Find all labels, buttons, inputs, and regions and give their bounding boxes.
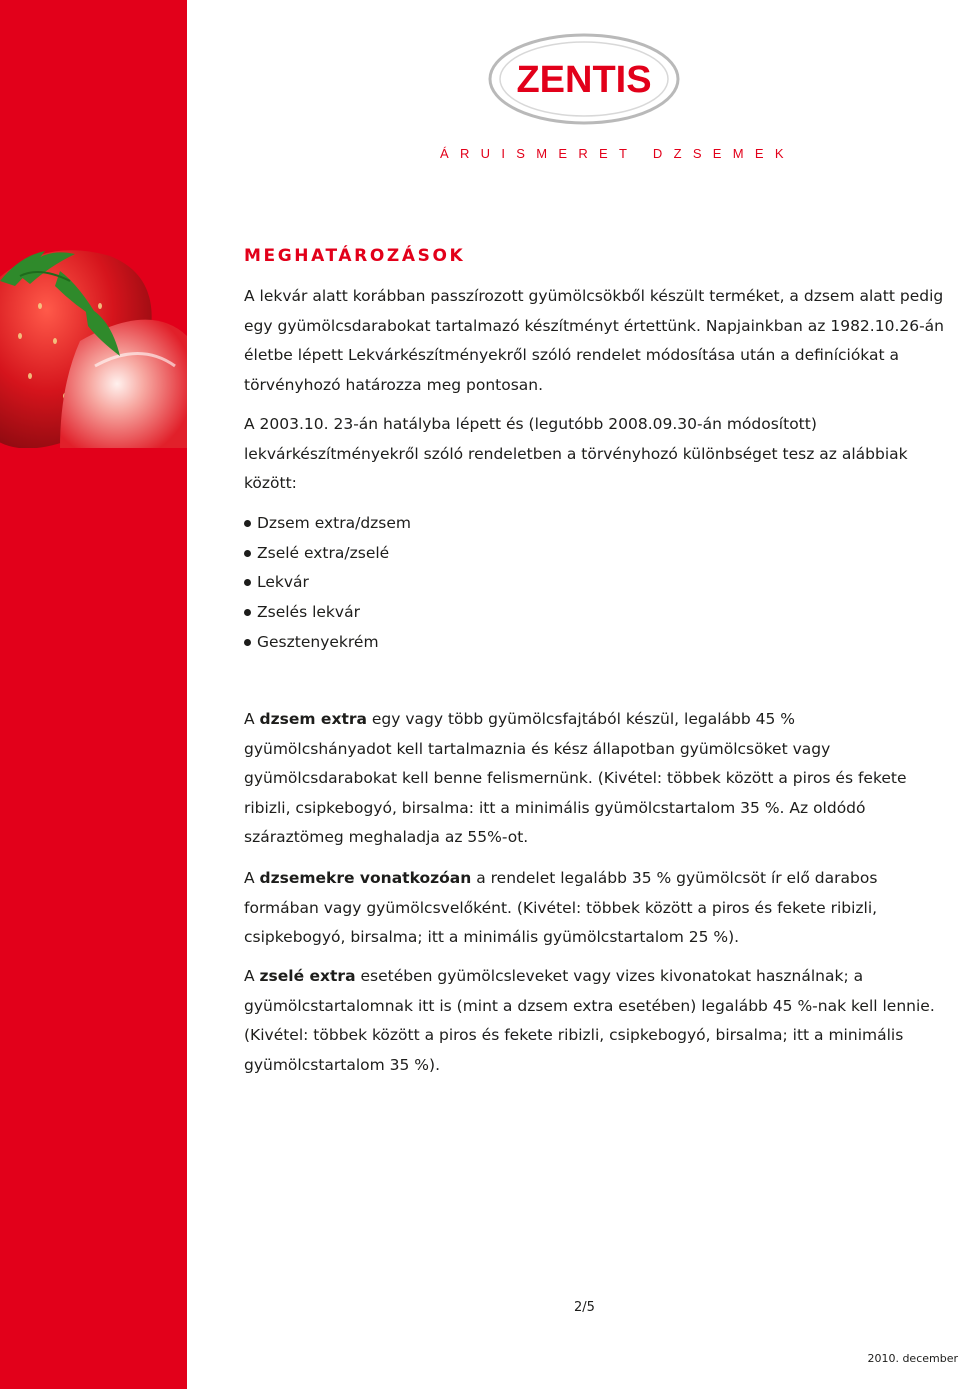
tagline: ÁRUISMERET DZSEMEK	[440, 146, 795, 161]
definition-term: dzsem extra	[259, 710, 367, 728]
definition-text: a rendelet legalább 35 % gyümölcsöt ír elő darabos formában vagy gyümölcsvelőként. (Kivétel: többek között a piros és fekete ribizli, csipkebogyó, birsalma; itt a minimális gyümölcstartalom 25 %).	[244, 869, 878, 946]
list-item: Zselés lekvár	[244, 598, 411, 628]
definition-term: zselé extra	[259, 967, 356, 985]
list-item: Zselé extra/zselé	[244, 539, 411, 569]
footer-date: 2010. december	[867, 1352, 958, 1365]
definition-dzsem	[244, 864, 944, 953]
definition-prefix: A	[244, 710, 260, 728]
logo-text: ZENTIS	[516, 59, 652, 101]
definition-text: egy vagy több gyümölcsfajtából készül, legalább 45 % gyümölcshányadot kell tartalmaznia és kész állapotban gyümölcsöket vagy gyümölcsdarabokat kell benne felismernünk. (Kivétel: többek között a piros és fekete ribizli, csipkebogyó, birsalma: itt a minimális gyümölcstartalom 35 %. Az oldódó száraztömeg meghaladja az 55%-ot.	[244, 710, 907, 846]
section-title: MEGHATÁROZÁSOK	[244, 246, 466, 266]
intro-paragraph-1: A lekvár alatt korábban passzírozott gyümölcsökből készült terméket, a dzsem alatt pedig egy gyümölcsdarabokat tartalmazó készítményt értettünk. Napjainkban az 1982.10.26-án életbe lépett Lekvárkészítményekről szóló rendelet módosítása után a definíciókat a törvényhozó határozza meg pontosan.	[244, 287, 945, 394]
category-list	[244, 509, 411, 658]
list-item: Gesztenyekrém	[244, 628, 411, 658]
zentis-logo	[486, 32, 682, 126]
red-side-band	[0, 0, 187, 1389]
definition-text: esetében gyümölcsleveket vagy vizes kivonatokat használnak; a gyümölcstartalomnak itt is (mint a dzsem extra esetében) legalább 45 %-nak kell lennie. (Kivétel: többek között a piros és fekete ribizli, csipkebogyó, birsalma; itt a minimális gyümölcstartalom 35 %).	[244, 967, 935, 1074]
definition-zsele-extra	[244, 962, 944, 1080]
list-item: Dzsem extra/dzsem	[244, 509, 411, 539]
definition-dzsem-extra	[244, 705, 944, 853]
intro-paragraph-2: A 2003.10. 23-án hatályba lépett és (legutóbb 2008.09.30-án módosított) lekvárkészítményekről szóló rendeletben a törvényhozó különbséget tesz az alábbiak között:	[244, 415, 908, 492]
definition-prefix: A	[244, 967, 260, 985]
definition-prefix: A	[244, 869, 260, 887]
strawberry-image	[0, 246, 187, 448]
page-number: 2/5	[574, 1300, 595, 1315]
definition-term: dzsemekre vonatkozóan	[259, 869, 472, 887]
list-item: Lekvár	[244, 568, 411, 598]
